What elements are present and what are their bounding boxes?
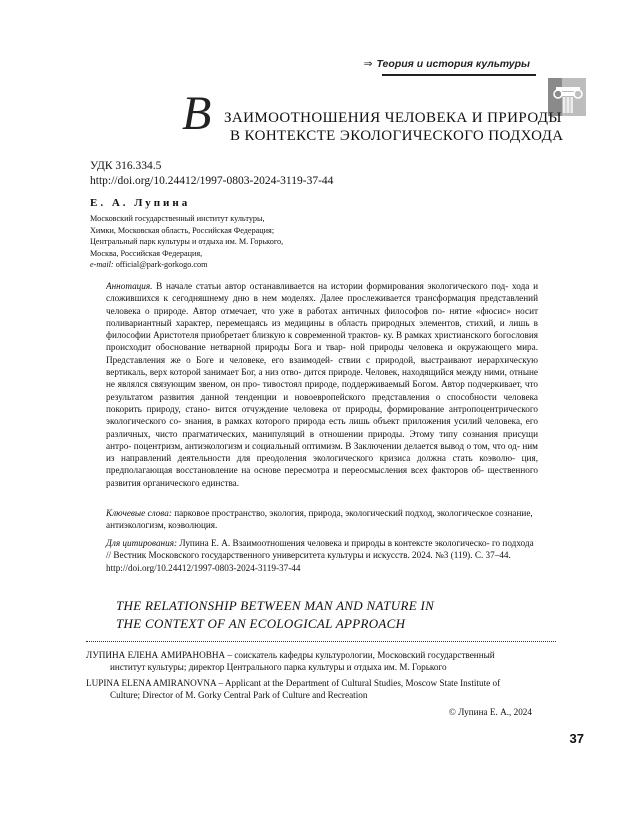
doi-link[interactable]: http://doi.org/10.24412/1997-0803-2024-3119-37-44 <box>90 175 334 187</box>
section-title <box>364 58 530 70</box>
abstract-text: ной природы человека и окружающего мира. Представления же о Боге и человеке, его взаимодей- <box>106 342 538 365</box>
abstract-text: вится отчуждение человека от природы, формирование антропоцентрического экологического со- <box>106 403 539 427</box>
citation <box>106 537 538 574</box>
affiliation-line: Химки, Московская область, Российская Федерация; <box>90 225 275 235</box>
section-label: Теория и история культуры <box>376 58 530 70</box>
affiliation-line: Москва, Российская Федерация, <box>90 248 203 258</box>
keywords-text: парковое пространство, экология, природа, экологический подход, экологическое <box>174 508 493 518</box>
email-address[interactable]: official@park-gorkogo.com <box>115 260 208 270</box>
citation-text: (119). С. 37–44. http://doi.org/10.24412/1997-0803-2024-3119-37-44 <box>106 550 511 573</box>
email-line <box>90 259 420 271</box>
abstract-text: щественного развития органического единства. <box>106 465 538 488</box>
abstract-text: ним из направлений деятельности для преодоления экологического кризиса должна стать коэволю- <box>106 440 538 464</box>
running-header <box>0 38 622 82</box>
affiliation-line: Московский государственный институт культуры, <box>90 214 265 223</box>
abstract-text: представлений человека о природе. Автор отмечает, что уже в работах античных философов по- <box>106 293 538 316</box>
author-name: Е. А. Лупина <box>90 197 191 209</box>
abstract <box>106 280 538 489</box>
abstract-text: знания, в рамках которого природа есть лишь объект приложения усилий человека, его различных, <box>106 416 538 439</box>
copyright: © Лупина Е. А., 2024 <box>448 707 532 717</box>
abstract-text: ствии с природой, выстраивают иерархическую вертикаль, верх которой занимает Бог, а низ отво- <box>106 354 538 378</box>
title-drop-cap: В <box>182 87 212 140</box>
abstract-text: поцентризм, антиэкологизм и социальный оптимизм. В Заключении делается вывод о том, что од- <box>133 440 520 451</box>
page-number: 37 <box>569 731 584 746</box>
english-title-line-2: THE CONTEXT OF AN ECOLOGICAL APPROACH <box>116 616 406 631</box>
abstract-text: В начале статьи автор останавливается на истории формирования экологического под- <box>156 281 509 291</box>
abstract-text: тивостоял природе, поддерживаемый Богом. Автор подчеркивает, что результатом развития данной <box>106 379 538 402</box>
title-line-1: ЗАИМООТНОШЕНИЯ ЧЕЛОВЕКА И ПРИРОДЫ <box>224 110 562 126</box>
affiliation-line: Центральный парк культуры и отдыха им. М. Горького, <box>90 237 284 247</box>
abstract-text: дится природе. Человек, находящийся между ними, отныне не являлся связующим звеном, он про- <box>106 367 538 390</box>
abstract-label: Аннотация. <box>106 281 153 291</box>
author-info-en <box>86 677 546 702</box>
abstract-text: тенденции и новоевропейского представления о способности человека покорить природу, стано- <box>106 391 538 414</box>
abstract-text: элементов, стихий, и лишь в философии Аристотеля приобретает близкую к современной трактов- <box>106 317 538 341</box>
email-label: e-mail: <box>90 260 114 270</box>
english-title <box>116 597 434 633</box>
udk-code: УДК 316.334.5 <box>90 160 162 172</box>
english-title-line-1: THE RELATIONSHIP BETWEEN MAN AND NATURE IN <box>116 598 435 613</box>
citation-text: го подхода // Вестник Московского государственного университета культуры и искусств. 2024. №3 <box>106 538 534 561</box>
abstract-text: ция, предполагающая восстановление на основе пересмотра и переосмысления всех факторов об- <box>106 453 538 476</box>
dotted-divider <box>86 641 556 642</box>
author-info-ru-line-2: институт культуры; директор Центрального парка культуры и отдыха им. М. Горького <box>110 662 447 673</box>
header-rule <box>382 74 536 76</box>
author-info-en-line-1: LUPINA ELENA AMIRANOVNA – Applicant at the Department of Cultural Studies, Moscow State Institute of <box>86 678 501 688</box>
citation-label: Для цитирования: <box>106 538 178 548</box>
abstract-text: чисто прагматических, манипуляций в отношении природы. Этому типу сознания присущи антро- <box>106 428 538 451</box>
title-line-2: В КОНТЕКСТЕ ЭКОЛОГИЧЕСКОГО ПОДХОДА <box>230 128 564 144</box>
abstract-text: ку. В рамках христианского богословия происходит обоснование нетварной природы Бога и твар- <box>106 330 538 353</box>
author-info-ru-line-1: ЛУПИНА ЕЛЕНА АМИРАНОВНА – соискатель кафедры культурологии, Московский государственный <box>86 650 495 660</box>
keywords-text: сознание, антиэкологизм, коэволюция. <box>106 508 533 531</box>
affiliation <box>90 213 420 271</box>
author-info-ru <box>86 649 546 674</box>
arrow-icon: ⇒ <box>363 58 373 70</box>
abstract-text: нятие «фюсис» носит поливариантный характер, перемещаясь из медицины в область природных <box>106 305 539 328</box>
abstract-text: хода и сложившихся к сегодняшнему дню в нем моделях. Далее прослеживается трансформация <box>106 281 539 304</box>
keywords <box>106 507 538 532</box>
citation-text: Лупина Е. А. Взаимоотношения человека и природы в контексте экологическо- <box>179 538 490 548</box>
author-info-en-line-2: Culture; Director of M. Gorky Central Park of Culture and Recreation <box>110 690 368 701</box>
keywords-label: Ключевые слова: <box>106 508 172 518</box>
